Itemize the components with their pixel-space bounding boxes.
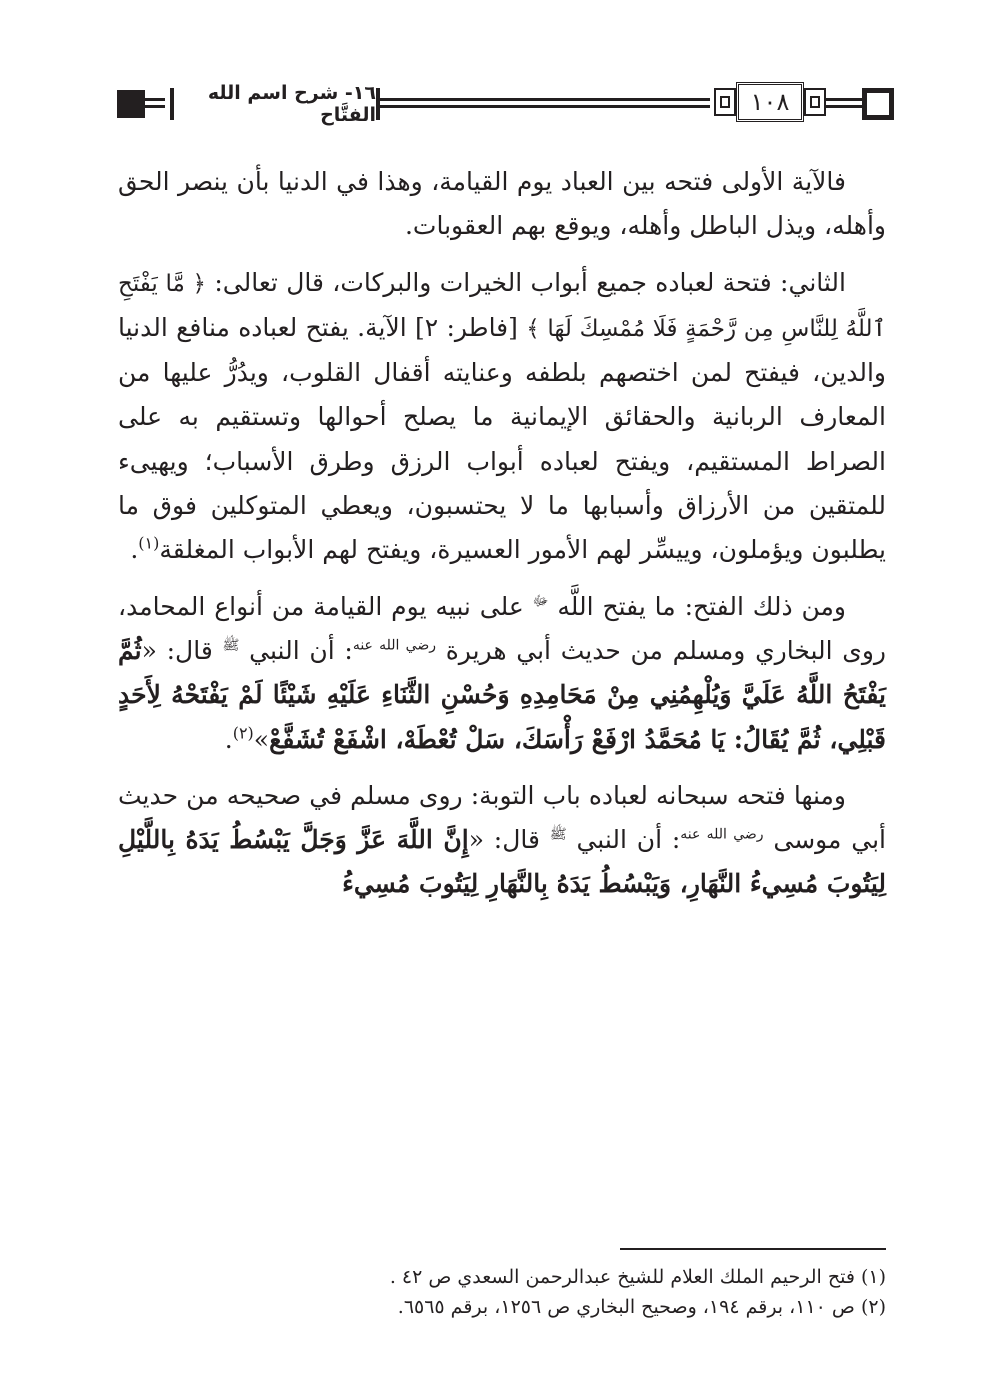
paragraph-indent [846,781,886,810]
paragraph [118,774,886,907]
header-rule [826,98,862,108]
header-rule [380,98,710,108]
text-segment: : أن النبي [239,635,353,665]
page-number: ١٠٨ [750,88,790,116]
footnote: (٢) ص ١١٠، برقم ١٩٤، وصحيح البخاري ص ١٢٥٦، برقم ٦٥٦٥. [397,1296,886,1318]
header-title-frame [170,82,380,126]
footnotes [118,1262,886,1322]
text-segment: قال: « [141,635,223,665]
quran-verse: ﴿ مَّا يَفْتَحِ ٱللَّهُ لِلنَّاسِ مِن رَّحْمَةٍ فَلَا مُمْسِكَ لَهَا ﴾ [118,270,886,342]
text-segment: قال: « [468,825,550,855]
paragraph [118,585,886,762]
body-text [118,160,886,919]
paragraph [118,160,886,249]
chapter-title: ١٦- شرح اسم الله الفتَّاح [207,82,376,126]
ornament-knot-icon [804,88,826,116]
hadith-text: ثُمَّ يَفْتَحُ اللَّهُ عَلَيَّ وَيُلْهِمُنِي مِنْ مَحَامِدِهِ وَحُسْنِ الثَّنَاءِ عَلَيْهِ شَيْئًا لَمْ يَفْتَحْهُ لِأَحَدٍ قَبْلِي، ثُمَّ يُقَالُ: يَا مُحَمَّدُ ارْفَعْ رَأْسَكَ، سَلْ تُعْطَهْ، اشْفَعْ تُشَفَّعْ [118,635,886,754]
text-segment: . [130,535,139,565]
footnote-reference: (١) [138,534,160,554]
paragraph [118,261,886,573]
footnote-reference: (٢) [232,723,254,743]
honorific: رضي الله عنه [352,637,436,654]
text-segment: ومنها فتحه سبحانه لعباده باب التوبة: روى مسلم في صحيحه من حديث أبي موسى [118,780,886,855]
text-segment: على نبيه يوم القيامة من أنواع المحامد، روى البخاري ومسلم من حديث أبي هريرة [118,591,887,665]
honorific: رضي الله عنه [680,826,764,843]
text-segment: . [224,724,233,754]
honorific: ﷺ [222,637,240,654]
hadith-text: إِنَّ اللَّهَ عَزَّ وَجَلَّ يَبْسُطُ يَدَهُ بِاللَّيْلِ لِيَتُوبَ مُسِيءُ النَّهَارِ، وَيَبْسُطُ يَدَهُ بِالنَّهَارِ لِيَتُوبَ مُسِيءُ [118,825,886,899]
footnote-separator [620,1248,886,1250]
text-segment: فالآية الأولى فتحه بين العباد يوم القيامة، وهذا في الدنيا بأن ينصر الحق وأهله، ويذل الباطل وأهله، ويوقع بهم العقوبات. [118,167,886,241]
header-end-ornament-right [862,88,894,120]
paragraph-indent [846,268,886,297]
page-number-frame [712,82,828,126]
text-segment: : أن النبي [566,825,681,855]
text-segment: » [253,724,270,754]
honorific: ﷻ [532,593,549,610]
paragraph-indent [846,167,886,196]
running-header [0,78,1004,134]
text-segment: الثاني: فتحة لعباده جميع أبواب الخيرات والبركات، قال تعالى: [206,267,846,297]
paragraph-indent [846,592,886,621]
honorific: ﷺ [549,826,567,843]
ornament-knot-icon [714,88,736,116]
text-segment: [فاطر: ٢] الآية. يفتح لعباده منافع الدنيا والدين، فيفتح لمن اختصهم بلطفه وعنايته أقفال القلوب، ويدُرُّ عليها من المعارف الربانية والحقائق الإيمانية ما يصلح أحوالها وتستقيم به على الصراط المستقيم، ويفتح لعباده أبواب الرزق وطرق الأسباب؛ ويهيىء للمتقين من الأرزاق وأسبابها ما لا يحتسبون، ويعطي المتوكلين فوق ما يطلبون ويؤملون، وييسِّر لهم الأمور العسيرة، ويفتح لهم الأبواب المغلقة [118,312,886,565]
page-number-box [736,82,804,122]
header-rule [120,98,165,108]
footnote: (١) فتح الرحيم الملك العلام للشيخ عبدالرحمن السعدي ص ٤٢ . [389,1266,886,1288]
text-segment: ومن ذلك الفتح: ما يفتح اللَّه [548,591,846,621]
